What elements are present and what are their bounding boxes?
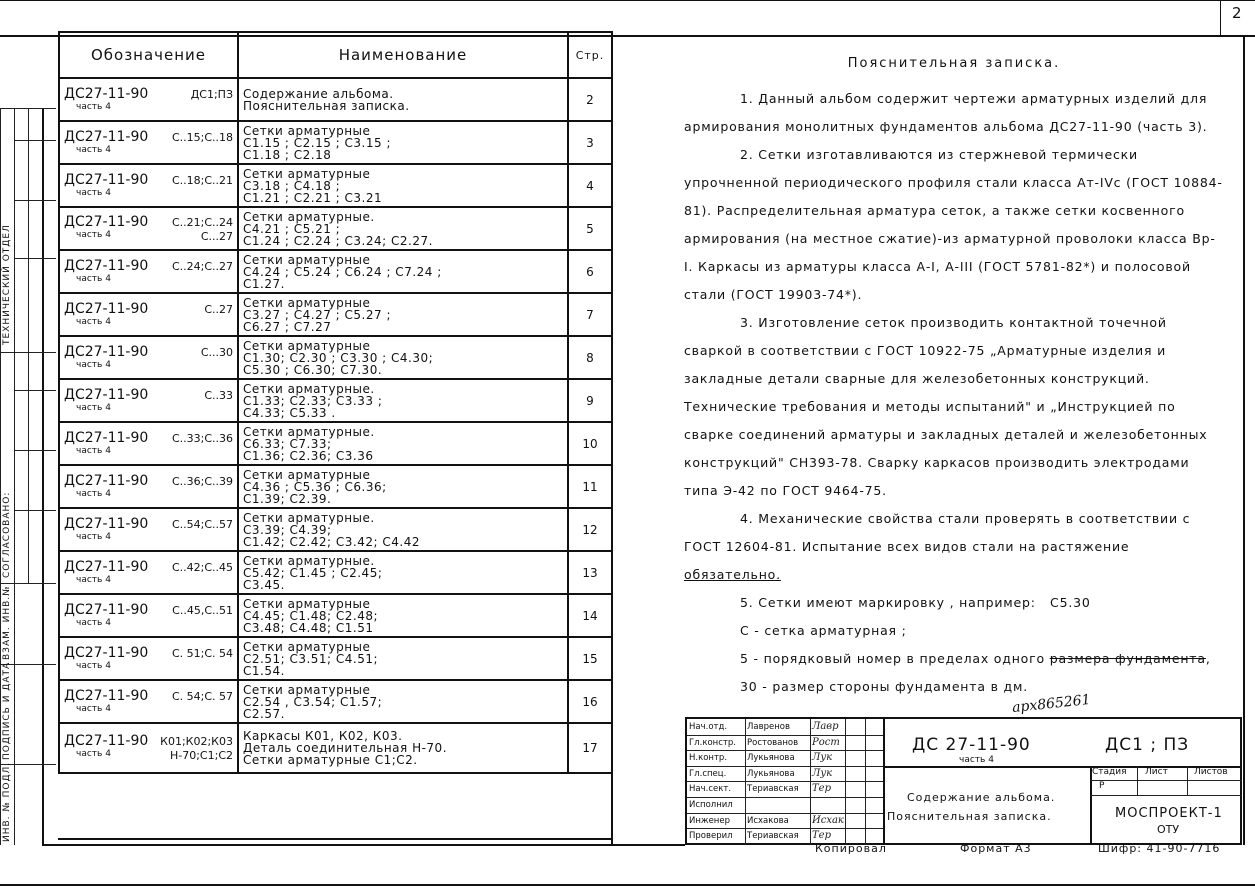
stage-label: Стадия [1092, 767, 1127, 777]
designation-sheet: С..45,С..51 [172, 604, 233, 617]
name-line: С1.33; С2.33; С3.33 ; [243, 393, 383, 408]
note-5-e: 30 - размер стороны фундамента в дм. [740, 679, 1028, 694]
designation-sheet-extra: Н-70;С1;С2 [169, 749, 233, 762]
name-line: С3.39; С4.39; [243, 522, 332, 537]
name-line: Сетки арматурные. [243, 510, 375, 525]
name-line: Сетки арматурные [243, 338, 371, 353]
page-cell: 2 [568, 78, 612, 121]
table-row [59, 680, 612, 723]
name-cell [238, 250, 568, 293]
sheet-title-line2: Пояснительная записка. [887, 810, 1052, 823]
explanatory-notes [684, 56, 1224, 701]
page-cell: 16 [568, 680, 612, 723]
designation-sheet: С..24;С..27 [171, 260, 233, 273]
note-5-example: С5.30 [1050, 595, 1091, 610]
name-line: С1.15 ; С2.15 ; С3.15 ; [243, 135, 391, 150]
designation-sheet: С...30 [200, 346, 233, 359]
signatory-row [687, 814, 883, 828]
name-line: С2.54 , С3.54; С1.57; [243, 694, 383, 709]
name-line: Сетки арматурные С1;С2. [243, 753, 418, 767]
table-row [59, 551, 612, 594]
page-cell: 8 [568, 336, 612, 379]
name-cell [238, 78, 568, 121]
side-label-signature-date: ПОДПИСЬ И ДАТА [2, 661, 12, 760]
designation-code: ДС27-11-90 [64, 688, 149, 704]
name-line: С4.21 ; С5.21 ; [243, 221, 341, 236]
signatory-signature: Лавр [812, 721, 839, 732]
signatory-row [687, 736, 883, 750]
designation-code: ДС27-11-90 [64, 344, 149, 360]
name-cell [238, 207, 568, 250]
name-line: Сетки арматурные [243, 682, 371, 697]
table-row [59, 723, 612, 773]
designation-cell [59, 250, 238, 293]
table-row [59, 637, 612, 680]
designation-part: часть 4 [76, 532, 111, 542]
frame-bottom-line [42, 844, 685, 846]
signatory-row [687, 782, 883, 796]
name-line: С1.36; С2.36; С3.36 [243, 448, 374, 463]
designation-code: ДС27-11-90 [64, 430, 149, 446]
name-cell [238, 293, 568, 336]
designation-cell [59, 121, 238, 164]
name-line: С1.39; С2.39. [243, 491, 332, 506]
document-part: часть 4 [959, 755, 994, 765]
page-cell: 12 [568, 508, 612, 551]
name-line: С3.45. [243, 577, 285, 592]
side-label-tech-dept: ТЕХНИЧЕСКИЙ ОТДЕЛ [2, 224, 12, 345]
signatory-name: Ростованов [747, 737, 799, 748]
note-4-emphasis: обязательно. [684, 567, 781, 582]
name-line: С5.30 ; С6.30; С7.30. [243, 362, 383, 377]
note-3: 3. Изготовление сеток производить контактной точечной сваркой в соответствии с ГОСТ 10922-75 „Арматурные изделия и закладные детали сварные для железобетонных конструкций. Технические требования и методы испытаний" и „Инструкцией по сварке соединений арматуры и закладных деталей и железобетонных конструкций" СН393-78. Сварку каркасов производить электродами типа Э-42 по ГОСТ 9464-75. [684, 315, 1208, 498]
page-cell: 17 [568, 723, 612, 773]
frame-left-line [42, 108, 44, 845]
designation-cell [59, 508, 238, 551]
designation-sheet: С..33;С..36 [171, 432, 233, 445]
page-cell: 3 [568, 121, 612, 164]
name-line: С1.27. [243, 276, 285, 291]
name-line: Сетки арматурные [243, 295, 371, 310]
name-cell [238, 508, 568, 551]
signatory-role: Н.контр. [689, 753, 728, 764]
header-designation: Обозначение [59, 32, 238, 78]
page-cell: 7 [568, 293, 612, 336]
designation-cell [59, 637, 238, 680]
designation-cell [59, 336, 238, 379]
designation-code: ДС27-11-90 [64, 86, 149, 102]
signatory-name: Лавренов [747, 722, 791, 732]
signatory-name: Териавская [747, 784, 799, 795]
designation-sheet: С..21;С..24 [171, 215, 233, 229]
contents-table [58, 31, 613, 774]
page-cell: 13 [568, 551, 612, 594]
name-line: С1.18 ; С2.18 [243, 147, 332, 162]
frame-bottom-edge [0, 884, 1255, 886]
designation-part: часть 4 [76, 274, 111, 284]
designation-part: часть 4 [76, 489, 111, 499]
signatory-signature: Тер [812, 783, 831, 795]
note-5-d-text: 5 - порядковый номер в пределах одного [740, 651, 1045, 666]
designation-sheet: С..27 [204, 303, 233, 316]
table-row [59, 78, 612, 121]
sheets-label: Листов [1194, 767, 1228, 777]
designation-cell [59, 164, 238, 207]
table-row [59, 422, 612, 465]
document-code: ДС 27-11-90 [912, 735, 1031, 755]
header-page: Стр. [568, 32, 612, 78]
side-label-replaced-inv: ВЗАМ. ИНВ.№ [2, 585, 12, 660]
designation-sheet: К01;К02;К03 [160, 735, 233, 748]
signatory-signature: Рост [812, 736, 840, 748]
organization-name: МОСПРОЕКТ-1 [1115, 806, 1223, 821]
designation-sheet: С..42;С..45 [171, 561, 233, 574]
table-row [59, 465, 612, 508]
table-row [59, 164, 612, 207]
name-line: С4.24 ; С5.24 ; С6.24 ; С7.24 ; [243, 264, 442, 279]
designation-code: ДС27-11-90 [64, 258, 149, 274]
name-line: Сетки арматурные. [243, 381, 375, 396]
signatory-row [687, 720, 883, 734]
sheet-label: Лист [1145, 767, 1168, 777]
page-cell: 6 [568, 250, 612, 293]
designation-part: часть 4 [76, 749, 111, 759]
designation-code: ДС27-11-90 [64, 733, 149, 749]
designation-cell [59, 680, 238, 723]
name-line: Деталь соединительная Н-70. [243, 741, 448, 755]
designation-sheet: С..33 [204, 389, 233, 402]
signatory-divider [687, 766, 883, 767]
designation-cell [59, 379, 238, 422]
designation-code: ДС27-11-90 [64, 516, 149, 532]
signatory-name: Териавская [747, 831, 799, 842]
note-5-d: 5 - порядковый номер в пределах одного размера фундамента, [740, 651, 1211, 666]
signatory-role: Инженер [689, 815, 730, 826]
designation-sheet: С..54;С..57 [171, 518, 233, 531]
designation-sheet: С. 51;С. 54 [171, 647, 233, 660]
name-line: С4.36 ; С5.36 ; С6.36; [243, 479, 387, 494]
name-line: С3.48; С4.48; С1.51 [243, 620, 374, 635]
name-line: С1.24 ; С2.24 ; С3.24; С2.27. [243, 233, 433, 248]
table-header-row [59, 32, 612, 78]
name-cell [238, 422, 568, 465]
name-line: Сетки арматурные [243, 166, 371, 181]
designation-part: часть 4 [76, 145, 111, 155]
note-1: 1. Данный альбом содержит чертежи арматурных изделий для армирования монолитных фундаментов альбома ДС27-11-90 (часть 3). [684, 91, 1208, 134]
page-cell: 14 [568, 594, 612, 637]
note-5-c: С - сетка арматурная ; [740, 623, 907, 638]
signatory-row [687, 798, 883, 812]
signatory-divider [687, 828, 883, 829]
name-line: Содержание альбома. [243, 86, 394, 101]
designation-part: часть 4 [76, 188, 111, 198]
table-row [59, 207, 612, 250]
name-line: С1.21 ; С2.21 ; С3.21 [243, 190, 383, 205]
name-cell [238, 164, 568, 207]
name-line: Сетки арматурные [243, 252, 371, 267]
name-line: Сетки арматурные. [243, 424, 375, 439]
name-line: Сетки арматурные. [243, 209, 375, 224]
side-label-agreed: СОГЛАСОВАНО: [2, 491, 12, 578]
designation-code: ДС27-11-90 [64, 473, 149, 489]
name-cell [238, 637, 568, 680]
signatory-role: Гл.спец. [689, 768, 727, 779]
name-cell [238, 594, 568, 637]
name-line: С3.18 ; С4.18 ; [243, 178, 341, 193]
designation-sheet: С. 54;С. 57 [171, 690, 233, 703]
signatory-divider [687, 781, 883, 782]
designation-cell [59, 293, 238, 336]
designation-code: ДС27-11-90 [64, 213, 149, 230]
note-2: 2. Сетки изготавливаются из стержневой термически упрочненной периодического профиля стали класса Ат-IVс (ГОСТ 10884-81). Распределительная арматура сеток, а также сетки косвенного армирования (на местное сжатие)-из арматурной проволоки класса Вр-I. Каркасы из арматуры класса А-I, А-III (ГОСТ 5781-82*) и полосовой стали (ГОСТ 19903-74*). [684, 147, 1223, 302]
name-line: С2.51; С3.51; С4.51; [243, 651, 379, 666]
designation-part: часть 4 [76, 403, 111, 413]
name-cell [238, 379, 568, 422]
archive-number-stamp: арх865261 [1011, 691, 1092, 717]
signatory-role: Гл.констр. [689, 737, 736, 748]
signatory-role: Нач.отд. [689, 722, 728, 732]
table-row [59, 379, 612, 422]
copied-by-label: Копировал [815, 842, 887, 855]
table-bottom-line [58, 838, 611, 840]
designation-cell [59, 422, 238, 465]
table-row [59, 250, 612, 293]
sheet-code: ДС1 ; ПЗ [1105, 735, 1190, 755]
signatory-divider [687, 813, 883, 814]
name-line: С4.45; С1.48; С2.48; [243, 608, 379, 623]
name-line: С6.27 ; С7.27 [243, 319, 332, 334]
page-cell: 4 [568, 164, 612, 207]
page-cell: 15 [568, 637, 612, 680]
stage-value: Р [1099, 781, 1105, 791]
designation-code: ДС27-11-90 [64, 387, 149, 403]
designation-part: часть 4 [76, 618, 111, 628]
name-line: С1.42; С2.42; С3.42; С4.42 [243, 534, 420, 549]
designation-code: ДС27-11-90 [64, 129, 149, 145]
signatory-role: Нач.сект. [689, 784, 732, 795]
name-cell [238, 680, 568, 723]
top-edge [0, 0, 1255, 1]
signatory-signature: Лук [812, 767, 833, 779]
designation-cell [59, 207, 238, 250]
format-label: Формат А3 [960, 842, 1032, 855]
name-line: С5.42; С1.45 ; С2.45; [243, 565, 383, 580]
designation-part: часть 4 [76, 317, 111, 327]
signatory-role: Исполнил [689, 800, 733, 810]
signatory-divider [687, 735, 883, 736]
signatory-signature: Исхак [812, 814, 844, 826]
side-label-inv-original: ИНВ. № ПОДЛ. [2, 761, 12, 842]
designation-sheet: С..18;С..21 [171, 174, 233, 187]
signatory-role: Проверил [689, 831, 733, 842]
name-line: С2.57. [243, 706, 285, 721]
name-line: С1.54. [243, 663, 285, 678]
sheet-number: 2 [1232, 4, 1242, 22]
signatory-row [687, 751, 883, 765]
designation-part: часть 4 [76, 102, 111, 112]
signatory-name: Лукьянова [747, 768, 795, 779]
name-line: Пояснительная записка. [243, 98, 410, 113]
table-row [59, 508, 612, 551]
designation-part: часть 4 [76, 229, 111, 240]
name-line: Каркасы К01, К02, К03. [243, 729, 403, 743]
table-row [59, 121, 612, 164]
signatory-signature: Тер [812, 830, 831, 842]
signatory-signature: Лук [812, 752, 833, 764]
signatory-row [687, 767, 883, 781]
signatory-name: Исхакова [747, 815, 789, 826]
name-cell [238, 336, 568, 379]
note-5-text: 5. Сетки имеют маркировку , например: [740, 595, 1036, 610]
designation-part: часть 4 [76, 704, 111, 714]
designation-code: ДС27-11-90 [64, 559, 149, 575]
name-line: С4.33; С5.33 . [243, 405, 336, 420]
name-line: Сетки арматурные [243, 639, 371, 654]
designation-cell [59, 723, 238, 773]
designation-code: ДС27-11-90 [64, 645, 149, 661]
designation-cell [59, 78, 238, 121]
designation-part: часть 4 [76, 575, 111, 585]
name-cell [238, 121, 568, 164]
organization-dept: ОТУ [1157, 823, 1180, 836]
designation-code: ДС27-11-90 [64, 602, 149, 618]
header-name: Наименование [238, 32, 568, 78]
designation-code: ДС27-11-90 [64, 301, 149, 317]
table-row [59, 336, 612, 379]
signatory-divider [687, 750, 883, 751]
signatory-name: Лукьянова [747, 753, 795, 764]
designation-code: ДС27-11-90 [64, 172, 149, 188]
designation-part: часть 4 [76, 360, 111, 370]
signatory-divider [687, 797, 883, 798]
note-4-text: 4. Механические свойства стали проверять в соответствии с ГОСТ 12604-81. Испытание всех видов стали на растяжение [684, 511, 1191, 554]
table-row [59, 293, 612, 336]
name-line: С1.30; С2.30 ; С3.30 ; С4.30; [243, 350, 434, 365]
sheet-title-line1: Содержание альбома. [907, 791, 1056, 804]
designation-sheet: ДС1;ПЗ [190, 88, 233, 101]
page-cell: 9 [568, 379, 612, 422]
designation-sheet: С..36;С..39 [171, 475, 233, 488]
page-cell: 10 [568, 422, 612, 465]
designation-part: часть 4 [76, 446, 111, 456]
name-line: Сетки арматурные [243, 467, 371, 482]
name-cell [238, 465, 568, 508]
page-cell: 5 [568, 207, 612, 250]
page-cell: 11 [568, 465, 612, 508]
note-4 [684, 505, 1224, 589]
designation-part: часть 4 [76, 661, 111, 671]
name-cell [238, 551, 568, 594]
note-5-d-strikethrough: размера фундамента [1049, 651, 1206, 666]
designation-cell [59, 551, 238, 594]
table-row [59, 594, 612, 637]
designation-sheet: С..15;С..18 [171, 131, 233, 144]
name-line: Сетки арматурные. [243, 553, 375, 568]
designation-sheet-extra: С...27 [200, 229, 233, 243]
designation-cell [59, 465, 238, 508]
name-line: Сетки арматурные [243, 123, 371, 138]
frame-right-line [1243, 35, 1245, 845]
name-cell [238, 723, 568, 773]
title-block [685, 717, 1242, 845]
name-line: С6.33; С7.33; [243, 436, 332, 451]
note-5 [684, 589, 1224, 617]
name-line: Сетки арматурные [243, 596, 371, 611]
notes-title: Пояснительная записка. [847, 56, 1061, 71]
cipher-label: Шифр: 41-90-7716 [1098, 842, 1221, 855]
sheet-number-divider [1220, 0, 1221, 35]
name-line: С3.27 ; С4.27 ; С5.27 ; [243, 307, 391, 322]
designation-cell [59, 594, 238, 637]
